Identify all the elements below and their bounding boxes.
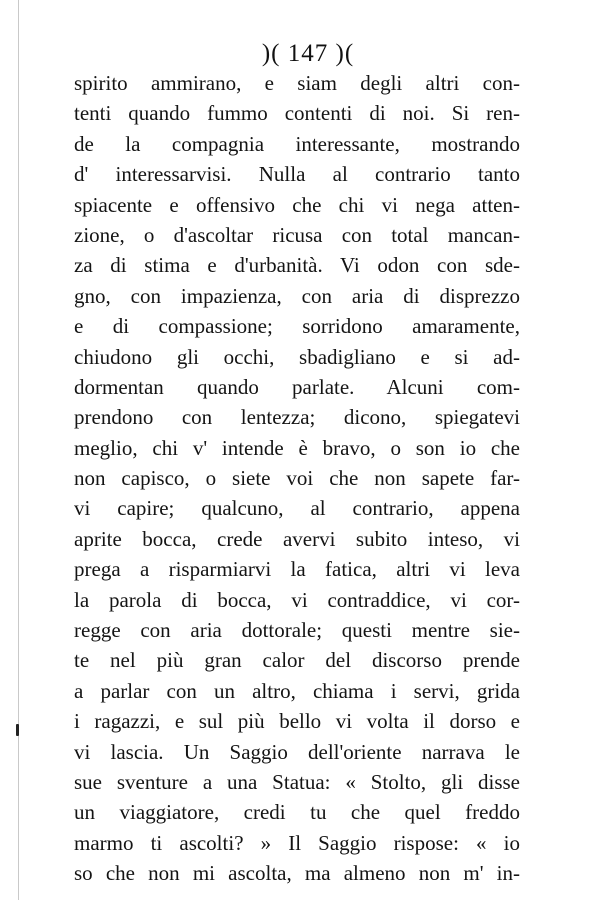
- text-line: prega a risparmiarvi la fatica, altri vi leva: [74, 557, 520, 582]
- text-line: dormentan quando parlate. Alcuni com-: [74, 374, 520, 399]
- text-line: so che non mi ascolta, ma almeno non m' in-: [74, 861, 520, 886]
- text-line: za di stima e d'urbanità. Vi odon con sde-: [74, 253, 520, 278]
- text-line: zione, o d'ascoltar ricusa con total mancan-: [74, 222, 520, 247]
- text-line: gno, con impazienza, con aria di disprezzo: [74, 283, 520, 308]
- text-line: sue sventure a una Statua: « Stolto, gli disse: [74, 769, 520, 794]
- text-line: a parlar con un altro, chiama i servi, grida: [74, 678, 520, 703]
- body-text: [74, 68, 520, 889]
- text-line: vi capire; qualcuno, al contrario, appena: [74, 496, 520, 521]
- text-line: vi lascia. Un Saggio dell'oriente narrava le: [74, 739, 520, 764]
- page-number-header: )( 147 )(: [261, 40, 355, 67]
- text-line: i ragazzi, e sul più bello vi volta il dorso e: [74, 709, 520, 734]
- text-line: tenti quando fummo contenti di noi. Si ren-: [74, 101, 520, 126]
- text-line: spirito ammirano, e siam degli altri con-: [74, 71, 520, 95]
- text-line: de la compagnia interessante, mostrando: [74, 131, 520, 156]
- text-line: regge con aria dottorale; questi mentre sie-: [74, 618, 520, 643]
- text-line: spiacente e offensivo che chi vi nega atten-: [74, 192, 520, 217]
- margin-ink-mark: [16, 724, 19, 736]
- text-line: non capisco, o siete voi che non sapete far-: [74, 466, 520, 491]
- text-line: te nel più gran calor del discorso prende: [74, 648, 520, 673]
- text-line: e di compassione; sorridono amaramente,: [74, 314, 520, 339]
- text-line: aprite bocca, crede avervi subito inteso, vi: [74, 526, 520, 551]
- text-line: prendono con lentezza; dicono, spiegatevi: [74, 405, 520, 430]
- text-line: la parola di bocca, vi contraddice, vi cor-: [74, 587, 520, 612]
- text-line: meglio, chi v' intende è bravo, o son io che: [74, 435, 520, 460]
- text-line: d' interessarvisi. Nulla al contrario tanto: [74, 162, 520, 187]
- text-line: marmo ti ascolti? » Il Saggio rispose: « io: [74, 830, 520, 855]
- text-line: un viaggiatore, credi tu che quel freddo: [74, 800, 520, 825]
- page-margin-edge: [18, 0, 19, 900]
- text-line: chiudono gli occhi, sbadigliano e si ad-: [74, 344, 520, 369]
